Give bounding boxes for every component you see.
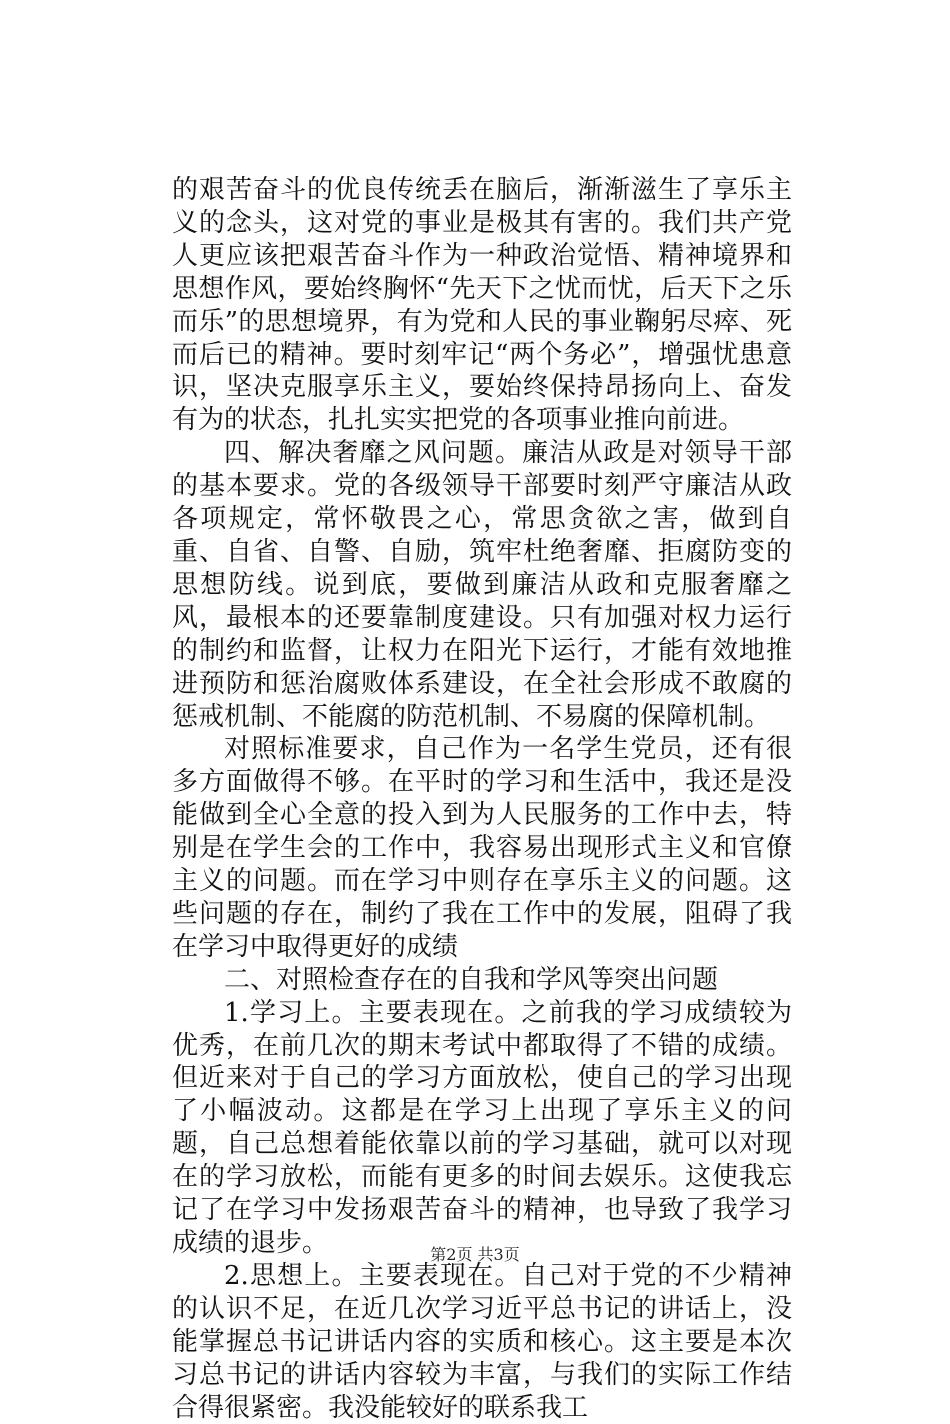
section-heading-2: 二、对照检查存在的自我和学风等突出问题 [224, 964, 719, 995]
paragraph-continued: 的艰苦奋斗的优良传统丢在脑后，渐渐滋生了享乐主义的念头，这对党的事业是极其有害的。我们共产党人更应该把艰苦奋斗作为一种政治觉悟、精神境界和思想作风，要始终胸怀“先天下之忧而忧，后天下之乐而乐”的思想境界，有为党和人民的事业鞠躬尽瘁、死而后已的精神。要时刻牢记“两个务必”，增强忧患意识，坚决克服享乐主义，要始终保持昂扬向上、奋发有为的状态，扎扎实实把党的各项事业推向前进。 [172, 175, 792, 436]
document-body [172, 174, 792, 1424]
paragraph-extravagance: 四、解决奢靡之风问题。廉洁从政是对领导干部的基本要求。党的各级领导干部要时刻严守廉洁从政各项规定，常怀敬畏之心，常思贪欲之害，做到自重、自省、自警、自励，筑牢杜绝奢靡、拒腐防变的思想防线。说到底，要做到廉洁从政和克服奢靡之风，最根本的还要靠制度建设。只有加强对权力运行的制约和监督，让权力在阳光下运行，才能有效地推进预防和惩治腐败体系建设，在全社会形成不敢腐的惩戒机制、不能腐的防范机制、不易腐的保障机制。 [172, 438, 792, 732]
paragraph-thought: 2.思想上。主要表现在。自己对于党的不少精神的认识不足，在近几次学习近平总书记的讲话上，没能掌握总书记讲话内容的实质和核心。这主要是本次习总书记的讲话内容较为丰富，与我们的实际工作结合得很紧密。我没能较好的联系我工 [172, 1260, 792, 1423]
page-footer: 第2页 共3页 [430, 1245, 520, 1264]
paragraph-study: 1.学习上。主要表现在。之前我的学习成绩较为优秀，在前几次的期末考试中都取得了不错的成绩。但近来对于自己的学习方面放松，使自己的学习出现了小幅波动。这都是在学习上出现了享乐主义的问题，自己总想着能依靠以前的学习基础，就可以对现在的学习放松，而能有更多的时间去娱乐。这使我忘记了在学习中发扬艰苦奋斗的精神，也导致了我学习成绩的退步。 [172, 997, 792, 1258]
paragraph-self-review: 对照标准要求，自己作为一名学生党员，还有很多方面做得不够。在平时的学习和生活中，我还是没能做到全心全意的投入到为人民服务的工作中去，特别是在学生会的工作中，我容易出现形式主义和官僚主义的问题。而在学习中则存在享乐主义的问题。这些问题的存在，制约了我在工作中的发展，阻碍了我在学习中取得更好的成绩 [172, 734, 792, 962]
